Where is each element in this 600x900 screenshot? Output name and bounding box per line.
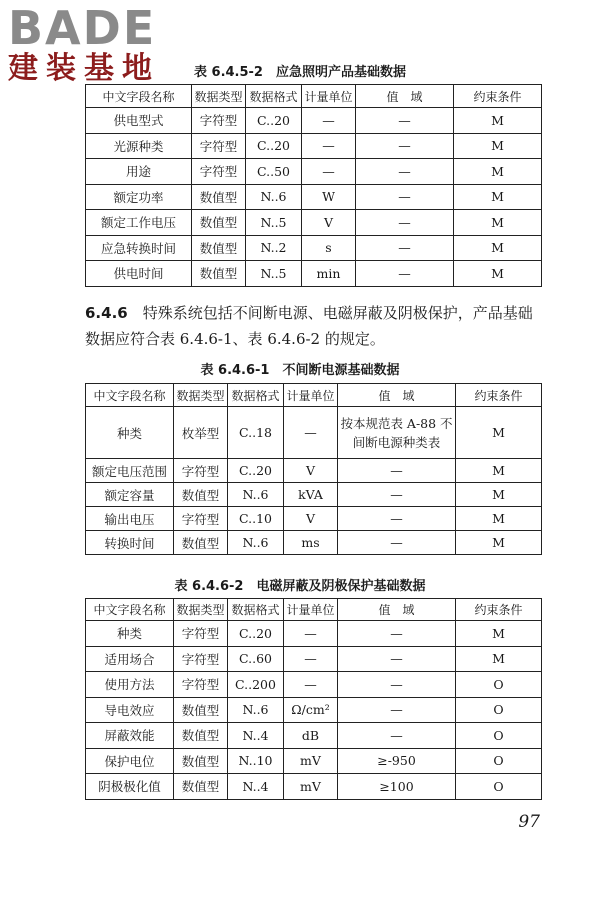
table-cell: C..20 — [228, 459, 284, 483]
table-cell: 使用方法 — [86, 672, 174, 698]
table-cell: M — [454, 261, 542, 287]
column-header: 中文字段名称 — [86, 384, 174, 407]
table-cell: Ω/cm² — [284, 697, 338, 723]
table-cell: 字符型 — [192, 133, 246, 159]
table-cell: 字符型 — [174, 646, 228, 672]
table-cell: 转换时间 — [86, 531, 174, 555]
table-row — [86, 697, 542, 723]
table-row — [86, 459, 542, 483]
column-header: 数据格式 — [228, 384, 284, 407]
table-cell: 枚举型 — [174, 407, 228, 459]
table-cell: N..4 — [228, 723, 284, 749]
table-cell: 额定功率 — [86, 184, 192, 210]
table-cell: V — [302, 210, 356, 236]
table-row — [86, 646, 542, 672]
table-row — [86, 261, 542, 287]
column-header: 值 域 — [356, 85, 454, 108]
table-cell: mV — [284, 748, 338, 774]
table-cell: — — [338, 531, 456, 555]
table-cell: — — [284, 646, 338, 672]
column-header: 数据类型 — [174, 384, 228, 407]
table-cell: 数值型 — [174, 531, 228, 555]
table-cell: O — [456, 748, 542, 774]
table-cell: ≥-950 — [338, 748, 456, 774]
table-cell: C..60 — [228, 646, 284, 672]
table-cell: M — [456, 646, 542, 672]
table-cell: N..10 — [228, 748, 284, 774]
table-cell: 字符型 — [174, 507, 228, 531]
table-cell: M — [454, 184, 542, 210]
table-cell: N..5 — [246, 210, 302, 236]
column-header: 计量单位 — [284, 384, 338, 407]
table-cell: O — [456, 697, 542, 723]
table-cell: C..200 — [228, 672, 284, 698]
table-cell: — — [356, 159, 454, 185]
table-ups — [85, 383, 542, 555]
table-cell: — — [338, 483, 456, 507]
table-cell: V — [284, 459, 338, 483]
table-cell: 数值型 — [192, 184, 246, 210]
table-cell: — — [302, 108, 356, 134]
table-row — [86, 407, 542, 459]
column-header: 数据类型 — [174, 599, 228, 621]
table-row — [86, 235, 542, 261]
column-header: 计量单位 — [302, 85, 356, 108]
table-cell: 字符型 — [192, 159, 246, 185]
table-cell: 应急转换时间 — [86, 235, 192, 261]
column-header: 约束条件 — [456, 384, 542, 407]
table-row — [86, 210, 542, 236]
table-cell: N..5 — [246, 261, 302, 287]
table-cell: — — [338, 646, 456, 672]
table-cell: 数值型 — [192, 210, 246, 236]
table-cell: M — [456, 621, 542, 647]
column-header: 数据格式 — [246, 85, 302, 108]
table-cell: 数值型 — [174, 774, 228, 800]
table-cell: 种类 — [86, 621, 174, 647]
table-cell: dB — [284, 723, 338, 749]
table-cell: 字符型 — [174, 621, 228, 647]
column-header: 约束条件 — [456, 599, 542, 621]
table-cell: N..4 — [228, 774, 284, 800]
column-header: 数据格式 — [228, 599, 284, 621]
table-cell: O — [456, 774, 542, 800]
table-cell: M — [454, 108, 542, 134]
table-cell: C..50 — [246, 159, 302, 185]
logo-wordmark: BADE — [8, 1, 157, 55]
table-cell: C..20 — [246, 133, 302, 159]
table-cell: — — [338, 507, 456, 531]
table-cell: 按本规范表 A-88 不间断电源种类表 — [338, 407, 456, 459]
column-header: 中文字段名称 — [86, 85, 192, 108]
table-cell: M — [454, 159, 542, 185]
table-cell: W — [302, 184, 356, 210]
table-cell: M — [454, 210, 542, 236]
table1-caption: 表 6.4.5-2 应急照明产品基础数据 — [194, 65, 406, 80]
table-emergency-lighting — [85, 84, 542, 287]
table-cell: 种类 — [86, 407, 174, 459]
table3-caption: 表 6.4.6-2 电磁屏蔽及阴极保护基础数据 — [174, 579, 426, 594]
table-header-row — [86, 384, 542, 407]
table-cell: — — [284, 672, 338, 698]
table-cell: kVA — [284, 483, 338, 507]
table-cell: 数值型 — [192, 235, 246, 261]
table-row — [86, 108, 542, 134]
table-cell: M — [456, 459, 542, 483]
table-cell: ≥100 — [338, 774, 456, 800]
table-cell: 额定电压范围 — [86, 459, 174, 483]
table-row — [86, 483, 542, 507]
table-row — [86, 748, 542, 774]
paragraph-text: 特殊系统包括不间断电源、电磁屏蔽及阴极保护，产品基础数据应符合表 6.4.6-1、表 6.4.6-2 的规定。 — [85, 304, 533, 348]
table-cell: N..6 — [228, 483, 284, 507]
table-cell: O — [456, 723, 542, 749]
table-cell: C..20 — [228, 621, 284, 647]
table-cell: — — [356, 261, 454, 287]
table-cell: O — [456, 672, 542, 698]
table-cell: 输出电压 — [86, 507, 174, 531]
table-cell: — — [338, 723, 456, 749]
table-cell: 屏蔽效能 — [86, 723, 174, 749]
table-cell: N..6 — [228, 531, 284, 555]
table-cell: — — [356, 235, 454, 261]
table-cell: ms — [284, 531, 338, 555]
table-row — [86, 133, 542, 159]
table-row — [86, 184, 542, 210]
table-cell: — — [302, 133, 356, 159]
table-cell: — — [284, 621, 338, 647]
table-cell: — — [356, 133, 454, 159]
table-cell: 字符型 — [192, 108, 246, 134]
table-cell: 额定工作电压 — [86, 210, 192, 236]
table-cell: N..2 — [246, 235, 302, 261]
table-cell: N..6 — [228, 697, 284, 723]
table-cell: 供电型式 — [86, 108, 192, 134]
table-cell: — — [284, 407, 338, 459]
table-cell: — — [338, 697, 456, 723]
table-cell: C..18 — [228, 407, 284, 459]
table-cell: 保护电位 — [86, 748, 174, 774]
table-cell: M — [454, 133, 542, 159]
table-row — [86, 507, 542, 531]
column-header: 值 域 — [338, 599, 456, 621]
column-header: 数据类型 — [192, 85, 246, 108]
table-cell: 数值型 — [174, 748, 228, 774]
table-cell: 额定容量 — [86, 483, 174, 507]
clause-number: 6.4.6 — [85, 304, 128, 322]
table-cell: — — [356, 184, 454, 210]
table-cell: V — [284, 507, 338, 531]
table-row — [86, 723, 542, 749]
table-cell: — — [356, 108, 454, 134]
table-header-row — [86, 599, 542, 621]
table-cell: — — [338, 459, 456, 483]
table-row — [86, 159, 542, 185]
table-cell: M — [456, 531, 542, 555]
table-cell: 数值型 — [192, 261, 246, 287]
table-cell: C..20 — [246, 108, 302, 134]
table-cell: N..6 — [246, 184, 302, 210]
table-cell: mV — [284, 774, 338, 800]
table-row — [86, 774, 542, 800]
table-emi-cathodic — [85, 598, 542, 800]
table-cell: 数值型 — [174, 723, 228, 749]
table-cell: M — [456, 507, 542, 531]
table-row — [86, 621, 542, 647]
table-cell: 阴极极化值 — [86, 774, 174, 800]
table-cell: 字符型 — [174, 672, 228, 698]
table-cell: — — [356, 210, 454, 236]
table-cell: 光源种类 — [86, 133, 192, 159]
section-paragraph — [85, 300, 545, 352]
table-cell: 用途 — [86, 159, 192, 185]
table-cell: 字符型 — [174, 459, 228, 483]
table-cell: — — [338, 672, 456, 698]
table-header-row — [86, 85, 542, 108]
page-number: 97 — [518, 812, 540, 832]
table-cell: M — [454, 235, 542, 261]
table-cell: M — [456, 483, 542, 507]
table-row — [86, 531, 542, 555]
table-cell: s — [302, 235, 356, 261]
table-cell: M — [456, 407, 542, 459]
table-cell: 供电时间 — [86, 261, 192, 287]
table-cell: 数值型 — [174, 697, 228, 723]
column-header: 计量单位 — [284, 599, 338, 621]
table-cell: 数值型 — [174, 483, 228, 507]
table-cell: — — [338, 621, 456, 647]
table-cell: — — [302, 159, 356, 185]
logo-subtitle: 建装基地 — [8, 51, 160, 86]
table-cell: 导电效应 — [86, 697, 174, 723]
table2-caption: 表 6.4.6-1 不间断电源基础数据 — [200, 363, 400, 378]
column-header: 约束条件 — [454, 85, 542, 108]
table-row — [86, 672, 542, 698]
table-cell: C..10 — [228, 507, 284, 531]
table-cell: 适用场合 — [86, 646, 174, 672]
column-header: 中文字段名称 — [86, 599, 174, 621]
table-cell: min — [302, 261, 356, 287]
column-header: 值 域 — [338, 384, 456, 407]
